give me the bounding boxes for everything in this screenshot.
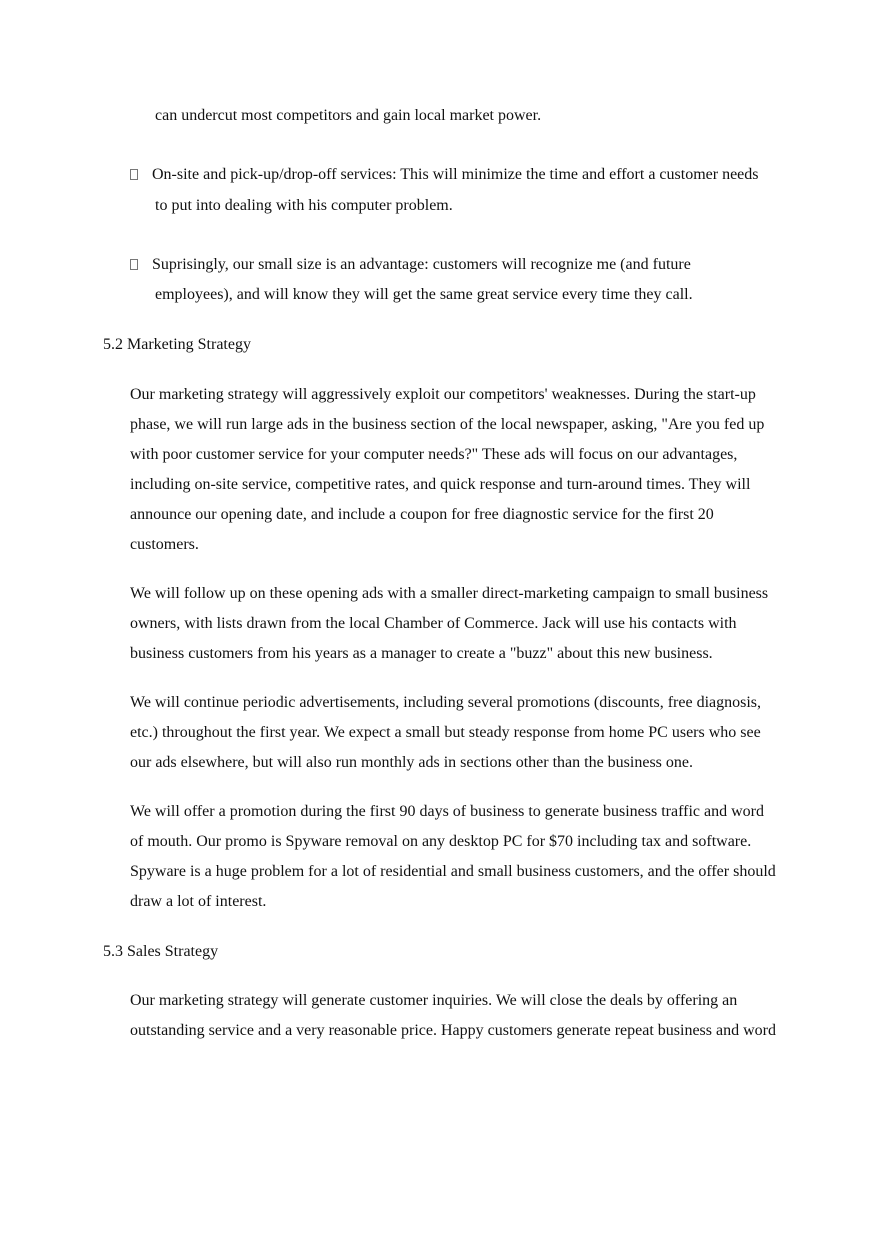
text-line: etc.) throughout the first year. We expect a small but steady response from home PC users who see <box>130 724 761 741</box>
paragraph-marketing-4 <box>130 797 830 917</box>
paragraph-marketing-2 <box>130 579 830 669</box>
continued-text-line: can undercut most competitors and gain local market power. <box>155 107 542 124</box>
text-line: Our marketing strategy will generate customer inquiries. We will close the deals by offering an <box>130 992 738 1009</box>
paragraph-marketing-3 <box>130 688 830 778</box>
text-line: business customers from his years as a manager to create a "buzz" about this new business. <box>130 645 713 662</box>
paragraph-marketing-1 <box>130 380 830 560</box>
text-line: our ads elsewhere, but will also run monthly ads in sections other than the business one. <box>130 754 694 771</box>
bullet-item-small-size <box>130 250 820 280</box>
text-line: owners, with lists drawn from the local Chamber of Commerce. Jack will use his contacts with <box>130 615 737 632</box>
text-line: Spyware is a huge problem for a lot of residential and small business customers, and the offer should <box>130 863 776 880</box>
text-line: draw a lot of interest. <box>130 893 267 910</box>
section-heading-marketing-strategy: 5.2 Marketing Strategy <box>103 336 251 353</box>
paragraph-sales-1 <box>130 986 830 1046</box>
text-line: of mouth. Our promo is Spyware removal on any desktop PC for $70 including tax and software. <box>130 833 752 850</box>
bullet-item-onsite <box>130 160 820 190</box>
section-heading-sales-strategy: 5.3 Sales Strategy <box>103 943 219 960</box>
text-line: with poor customer service for your computer needs?" These ads will focus on our advantages, <box>130 446 738 463</box>
text-line: We will offer a promotion during the first 90 days of business to generate business traffic and word <box>130 803 764 820</box>
text-line: including on-site service, competitive rates, and quick response and turn-around times. They will <box>130 476 751 493</box>
bullet-box-icon <box>130 259 138 270</box>
bullet-text: Suprisingly, our small size is an advantage: customers will recognize me (and future <box>152 256 691 273</box>
text-line: outstanding service and a very reasonable price. Happy customers generate repeat business and word <box>130 1022 776 1039</box>
bullet-text: On-site and pick-up/drop-off services: This will minimize the time and effort a customer needs <box>152 166 759 183</box>
bullet-continuation: employees), and will know they will get the same great service every time they call. <box>155 286 693 303</box>
text-line: We will continue periodic advertisements, including several promotions (discounts, free diagnosis, <box>130 694 762 711</box>
text-line: phase, we will run large ads in the business section of the local newspaper, asking, "Are you fed up <box>130 416 765 433</box>
text-line: We will follow up on these opening ads with a smaller direct-marketing campaign to small business <box>130 585 769 602</box>
text-line: announce our opening date, and include a coupon for free diagnostic service for the first 20 <box>130 506 714 523</box>
text-line: Our marketing strategy will aggressively exploit our competitors' weaknesses. During the start-up <box>130 386 756 403</box>
text-line: customers. <box>130 536 199 553</box>
bullet-box-icon <box>130 169 138 180</box>
bullet-continuation: to put into dealing with his computer problem. <box>155 197 453 214</box>
